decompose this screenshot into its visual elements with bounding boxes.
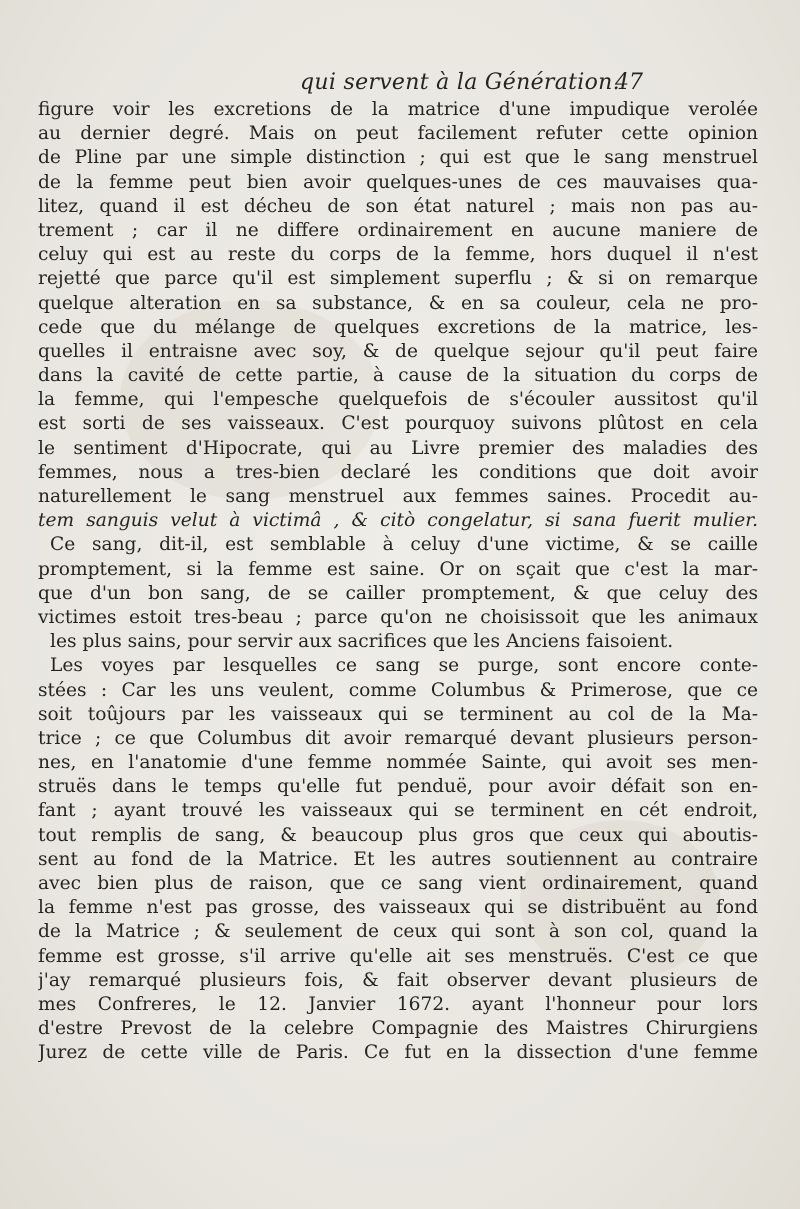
text-line: dans la cavité de cette partie, à cause de la situation du corps de (38, 365, 758, 387)
text-line: trement ; car il ne differe ordinairement en aucune maniere de (38, 219, 758, 241)
text-line: mes Confreres, le 12. Janvier 1672. ayant l'honneur pour lors (38, 993, 758, 1015)
text-line: avec bien plus de raison, que ce sang vient ordinairement, quand (38, 873, 758, 894)
text-line: stées : Car les uns veulent, comme Columbus & Primerose, que ce (38, 679, 758, 701)
text-line: les plus sains, pour servir aux sacrifices que les Anciens faisoient. (50, 631, 674, 653)
text-line: quelles il entraisne avec soy, & de quelque sejour qu'il peut faire (38, 340, 758, 362)
text-line: nes, en l'anatomie d'une femme nommée Sainte, qui avoit ses men- (38, 752, 758, 774)
text-line: d'estre Prevost de la celebre Compagnie des Maistres Chirurgiens (38, 1018, 758, 1040)
text-line: femmes, nous a tres-bien declaré les conditions que doit avoir (38, 461, 758, 483)
body-text (38, 98, 758, 1066)
text-line: cede que du mélange de quelques excretions de la matrice, les- (38, 316, 758, 338)
text-line: Ce sang, dit-il, est semblable à celuy d'une victime, & se caille (50, 534, 758, 556)
text-line: figure voir les excretions de la matrice d'une impudique verolée (38, 99, 758, 120)
text-line: la femme, qui l'empesche quelquefois de s'écouler aussitost qu'il (38, 389, 758, 411)
text-line: Jurez de cette ville de Paris. Ce fut en la dissection d'une femme (38, 1042, 758, 1064)
text-line: au dernier degré. Mais on peut facilement refuter cette opinion (38, 123, 758, 145)
text-line: rejetté que parce qu'il est simplement superflu ; & si on remarque (38, 268, 758, 290)
running-title: qui servent à la Génération. (300, 70, 620, 95)
text-line: la femme n'est pas grosse, des vaisseaux qui se distribuënt au fond (38, 897, 758, 919)
text-line: que d'un bon sang, de se cailler promptement, & que celuy des (38, 582, 758, 604)
text-line: est sorti de ses vaisseaux. C'est pourquoy suivons plûtost en cela (38, 413, 758, 435)
text-line: j'ay remarqué plusieurs fois, & fait observer devant plusieurs de (38, 969, 758, 991)
text-line: promptement, si la femme est saine. Or on sçait que c'est la mar- (38, 558, 758, 580)
text-line: le sentiment d'Hipocrate, qui au Livre premier des maladies des (38, 437, 758, 459)
text-line: femme est grosse, s'il arrive qu'elle ait ses menstruës. C'est ce que (38, 945, 758, 967)
text-line: naturellement le sang menstruel aux femmes saines. Procedit au- (38, 486, 758, 507)
text-line: tout remplis de sang, & beaucoup plus gros que ceux qui aboutis- (38, 824, 758, 846)
text-line: celuy qui est au reste du corps de la femme, hors duquel il n'est (38, 244, 758, 266)
text-line: victimes estoit tres-beau ; parce qu'on ne choisissoit que les animaux (38, 606, 758, 628)
text-line: de Pline par une simple distinction ; qui est que le sang menstruel (38, 147, 758, 169)
page-header (0, 70, 800, 100)
page-number: 47 (615, 70, 643, 95)
text-line: soit toûjours par les vaisseaux qui se terminent au col de la Ma- (38, 703, 758, 725)
text-line: litez, quand il est décheu de son état naturel ; mais non pas au- (38, 195, 758, 217)
text-line: sent au fond de la Matrice. Et les autres soutiennent au contraire (38, 848, 758, 870)
text-line: fant ; ayant trouvé les vaisseaux qui se terminent en cét endroit, (38, 800, 758, 822)
text-line: tem sanguis velut à victimâ , & citò congelatur, si sana fuerit mulier. (38, 510, 758, 532)
text-line: de la Matrice ; & seulement de ceux qui sont à son col, quand la (38, 921, 758, 943)
text-line: Les voyes par lesquelles ce sang se purge, sont encore conte- (50, 655, 758, 677)
text-line: struës dans le temps qu'elle fut penduë, pour avoir défait son en- (38, 776, 758, 798)
text-line: quelque alteration en sa substance, & en sa couleur, cela ne pro- (38, 292, 758, 314)
text-line: de la femme peut bien avoir quelques-unes de ces mauvaises qua- (38, 171, 758, 193)
text-line: trice ; ce que Columbus dit avoir remarqué devant plusieurs person- (38, 727, 758, 749)
